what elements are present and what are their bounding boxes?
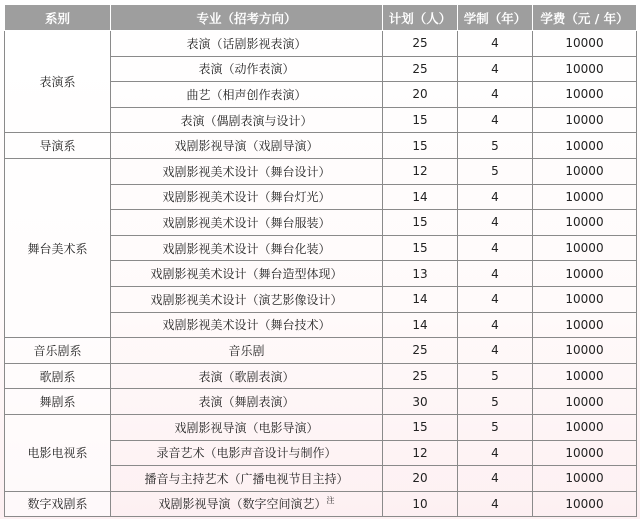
plan-cell: 15 — [383, 107, 458, 133]
fee-cell: 10000 — [533, 184, 637, 210]
major-label: 表演（歌剧表演） — [198, 369, 295, 384]
fee-cell: 10000 — [533, 56, 637, 82]
fee-cell: 10000 — [533, 286, 637, 312]
major-label: 表演（偶剧表演与设计） — [180, 113, 313, 128]
years-cell: 5 — [458, 414, 533, 440]
table-row — [5, 389, 637, 415]
major-cell — [111, 389, 383, 415]
table-row — [5, 158, 637, 184]
fee-cell: 10000 — [533, 491, 637, 517]
major-label: 录音艺术（电影声音设计与制作） — [156, 446, 337, 461]
major-cell — [111, 235, 383, 261]
major-label: 表演（舞剧表演） — [198, 395, 295, 410]
plan-cell: 14 — [383, 312, 458, 338]
department-cell: 音乐剧系 — [5, 338, 111, 364]
major-label: 戏剧影视美术设计（舞台造型体现） — [150, 267, 343, 282]
major-label: 音乐剧 — [228, 343, 265, 358]
years-cell: 4 — [458, 466, 533, 492]
years-cell: 4 — [458, 235, 533, 261]
plan-cell: 12 — [383, 440, 458, 466]
plan-cell: 12 — [383, 158, 458, 184]
fee-cell: 10000 — [533, 466, 637, 492]
major-label: 戏剧影视导演（戏剧导演） — [174, 139, 319, 154]
table-row — [5, 491, 637, 517]
header-dept: 系别 — [5, 5, 111, 31]
major-cell — [111, 440, 383, 466]
years-cell: 4 — [458, 261, 533, 287]
major-label: 戏剧影视美术设计（舞台服装） — [162, 215, 331, 230]
header-major: 专业（招考方向） — [111, 5, 383, 31]
major-label: 戏剧影视美术设计（舞台设计） — [162, 164, 331, 179]
table-row — [5, 414, 637, 440]
admissions-table — [4, 4, 637, 517]
plan-cell: 20 — [383, 82, 458, 108]
years-cell: 5 — [458, 363, 533, 389]
plan-cell: 10 — [383, 491, 458, 517]
years-cell: 5 — [458, 389, 533, 415]
department-cell: 电影电视系 — [5, 414, 111, 491]
years-cell: 4 — [458, 440, 533, 466]
footnote-marker: 注 — [326, 496, 335, 506]
department-cell: 表演系 — [5, 31, 111, 133]
fee-cell: 10000 — [533, 82, 637, 108]
plan-cell: 30 — [383, 389, 458, 415]
major-cell — [111, 56, 383, 82]
table-body — [5, 31, 637, 517]
plan-cell: 15 — [383, 133, 458, 159]
major-label: 戏剧影视美术设计（舞台灯光） — [162, 190, 331, 205]
plan-cell: 25 — [383, 363, 458, 389]
major-cell — [111, 466, 383, 492]
major-cell — [111, 363, 383, 389]
plan-cell: 13 — [383, 261, 458, 287]
table-row — [5, 31, 637, 57]
table-row — [5, 133, 637, 159]
fee-cell: 10000 — [533, 261, 637, 287]
years-cell: 4 — [458, 107, 533, 133]
department-cell: 歌剧系 — [5, 363, 111, 389]
years-cell: 4 — [458, 312, 533, 338]
major-cell — [111, 491, 383, 517]
header-plan: 计划（人） — [383, 5, 458, 31]
major-label: 播音与主持艺术（广播电视节目主持） — [144, 471, 349, 486]
major-cell — [111, 261, 383, 287]
years-cell: 4 — [458, 491, 533, 517]
years-cell: 4 — [458, 31, 533, 57]
department-cell: 导演系 — [5, 133, 111, 159]
plan-cell: 25 — [383, 56, 458, 82]
department-cell: 舞剧系 — [5, 389, 111, 415]
years-cell: 4 — [458, 56, 533, 82]
fee-cell: 10000 — [533, 440, 637, 466]
fee-cell: 10000 — [533, 363, 637, 389]
major-label: 表演（动作表演） — [198, 62, 295, 77]
major-cell — [111, 210, 383, 236]
years-cell: 4 — [458, 338, 533, 364]
years-cell: 4 — [458, 184, 533, 210]
major-cell — [111, 133, 383, 159]
years-cell: 4 — [458, 286, 533, 312]
major-label: 戏剧影视美术设计（演艺影像设计） — [150, 292, 343, 307]
fee-cell: 10000 — [533, 107, 637, 133]
plan-cell: 15 — [383, 414, 458, 440]
plan-cell: 15 — [383, 210, 458, 236]
major-label: 曲艺（相声创作表演） — [186, 87, 307, 102]
fee-cell: 10000 — [533, 31, 637, 57]
major-cell — [111, 31, 383, 57]
major-label: 戏剧影视美术设计（舞台化装） — [162, 241, 331, 256]
plan-cell: 25 — [383, 31, 458, 57]
header-fee: 学费（元 / 年） — [533, 5, 637, 31]
major-cell — [111, 338, 383, 364]
table-row — [5, 338, 637, 364]
department-cell: 数字戏剧系 — [5, 491, 111, 517]
plan-cell: 14 — [383, 184, 458, 210]
years-cell: 4 — [458, 82, 533, 108]
years-cell: 5 — [458, 133, 533, 159]
table-row — [5, 363, 637, 389]
major-cell — [111, 107, 383, 133]
fee-cell: 10000 — [533, 235, 637, 261]
fee-cell: 10000 — [533, 414, 637, 440]
years-cell: 4 — [458, 210, 533, 236]
fee-cell: 10000 — [533, 389, 637, 415]
years-cell: 5 — [458, 158, 533, 184]
fee-cell: 10000 — [533, 158, 637, 184]
major-cell — [111, 158, 383, 184]
plan-cell: 25 — [383, 338, 458, 364]
major-cell — [111, 312, 383, 338]
major-cell — [111, 414, 383, 440]
plan-cell: 15 — [383, 235, 458, 261]
major-label: 戏剧影视导演（电影导演） — [174, 420, 319, 435]
fee-cell: 10000 — [533, 338, 637, 364]
major-label: 表演（话剧影视表演） — [186, 36, 307, 51]
fee-cell: 10000 — [533, 133, 637, 159]
plan-cell: 14 — [383, 286, 458, 312]
major-cell — [111, 184, 383, 210]
major-cell — [111, 82, 383, 108]
major-cell — [111, 286, 383, 312]
fee-cell: 10000 — [533, 210, 637, 236]
table-header-row — [5, 5, 637, 31]
major-label: 戏剧影视导演（数字空间演艺） — [158, 497, 327, 512]
plan-cell: 20 — [383, 466, 458, 492]
major-label: 戏剧影视美术设计（舞台技术） — [162, 318, 331, 333]
fee-cell: 10000 — [533, 312, 637, 338]
header-years: 学制（年） — [458, 5, 533, 31]
department-cell: 舞台美术系 — [5, 158, 111, 337]
